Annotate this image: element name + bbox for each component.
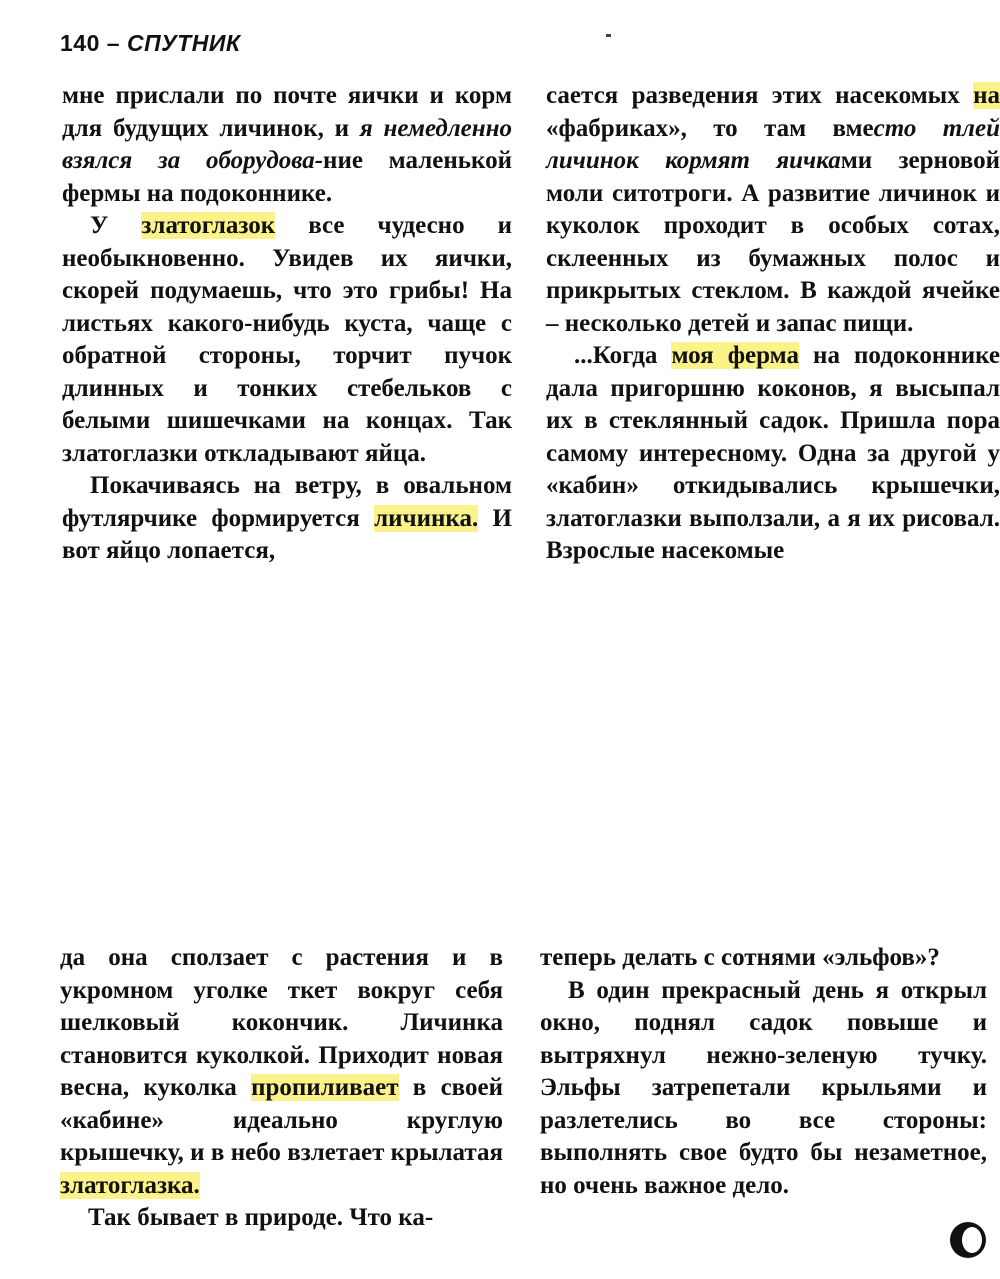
running-header: [60, 30, 241, 57]
text-run: сается разведения этих насекомых: [546, 82, 974, 109]
italic-text: сто тлей личинок кормят яичка: [546, 114, 1000, 174]
text-run: У: [90, 212, 142, 239]
paragraph: [546, 80, 1000, 340]
column-top-left: [62, 80, 512, 568]
highlighted-text: пропиливает: [251, 1074, 399, 1101]
text-run: ...Когда: [574, 342, 672, 369]
paragraph: [62, 80, 512, 210]
paragraph: [62, 210, 512, 470]
highlighted-text: личинка.: [374, 504, 479, 532]
paragraph: [60, 942, 503, 1202]
column-top-right: [546, 80, 1000, 568]
text-run: ми зерновой моли ситотроги. А развитие личинок и куколок проходит в особых сотах, склеенных из бумажных полос и прикрытых стеклом. В каждой ячейке – несколько детей и запас пищи.: [546, 147, 1000, 337]
highlighted-text: на: [973, 82, 1000, 109]
page-number: 140: [60, 30, 100, 56]
paragraph: [60, 1202, 503, 1235]
stray-mark: [606, 34, 611, 37]
text-run: Покачиваясь на ветру, в овальном футлярчике формируется: [62, 472, 512, 532]
paragraph: [62, 470, 512, 568]
text-run: да она сползает с растения и в укромном уголке ткет вокруг себя шелковый кокончик. Личинка становится куколкой. Приходит новая весна, куколка: [60, 944, 503, 1101]
text-run: мне прислали по почте яички и корм для будущих личинок, и: [62, 82, 512, 142]
paragraph: [540, 975, 987, 1203]
text-run: на подоконнике дала пригоршню коконов, я высыпал их в стеклянный садок. Пришла пора самому интересному. Одна за другой у «кабин» откидывались крышечки, златоглазки выползали, а я их рисовал. Взрослые насекомые: [546, 342, 1000, 564]
magazine-title: СПУТНИК: [126, 30, 241, 56]
column-bottom-left: [60, 942, 503, 1235]
text-run: Так бывает в природе. Что ка-: [88, 1204, 434, 1231]
end-of-article-icon: [950, 1222, 986, 1258]
highlighted-text: златоглазка.: [60, 1171, 200, 1199]
paragraph: [540, 942, 987, 975]
text-run: И вот яйцо лопается,: [62, 504, 512, 564]
text-run: В один прекрасный день я открыл окно, поднял садок повыше и вытряхнул нежно-зеленую тучку. Эльфы затрепетали крыльями и разлетелись во все стороны: выполнять свое будто бы незаметное, но очень важное дело.: [540, 976, 987, 1199]
highlighted-text: моя ферма: [671, 342, 800, 369]
highlighted-text: златоглазок: [141, 212, 276, 239]
header-separator: –: [106, 30, 121, 56]
text-run: все чудесно и необыкновенно. Увидев их яички, скорей подумаешь, что это грибы! На листьях какого-нибудь куста, чаще с обратной стороны, торчит пучок длинных и тонких стебельков с белыми шишечками на концах. Так златоглазки откладывают яйца.: [62, 212, 512, 467]
italic-text: я немедленно взялся за оборудова-: [62, 114, 512, 174]
text-run: «фабриках», то там вме: [546, 114, 874, 142]
text-run: в своей «кабине» идеально круглую крышечку, и в небо взлетает крылатая: [60, 1074, 503, 1166]
paragraph: [546, 340, 1000, 568]
column-bottom-right: [540, 942, 987, 1202]
text-run: ние маленькой фермы на подоконнике.: [62, 147, 512, 207]
text-run: теперь делать с сотнями «эльфов»?: [540, 944, 940, 971]
